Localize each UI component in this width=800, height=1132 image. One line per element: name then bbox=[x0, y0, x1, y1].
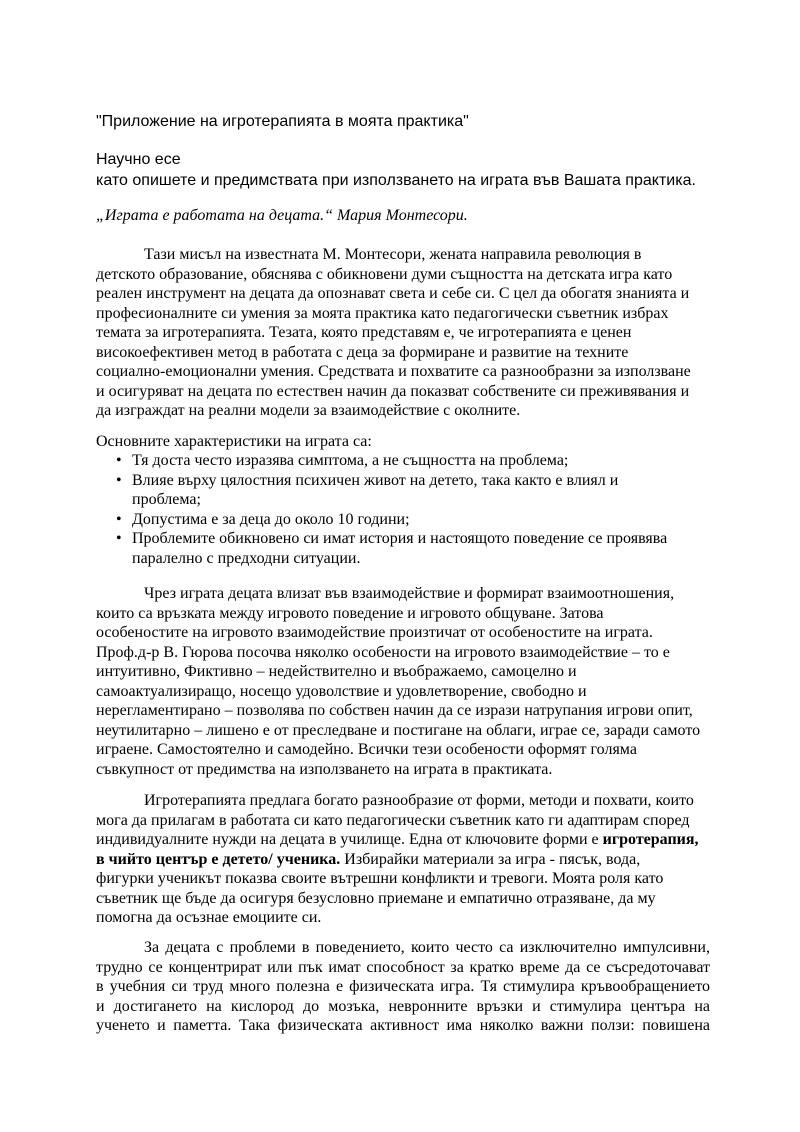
paragraph-line: трудно се концентрират или пък имат способност за кратко време да се съсредоточават bbox=[96, 958, 710, 976]
paragraph-text: индивидуалните нужди на децата в училище. Една от ключовите форми е bbox=[96, 831, 603, 848]
paragraph-line: самоактуализиращо, носещо удоволствие и удовлетворение, свободно и bbox=[96, 682, 587, 700]
list-item bbox=[96, 451, 710, 471]
paragraph-2 bbox=[96, 584, 710, 779]
paragraph-line: социално-емоционални умения. Средствата и похватите са разнообразни за използване bbox=[96, 363, 691, 380]
paragraph-line: неутилитарно – лишено е от преследване и постигане на облаги, играе се, заради самото bbox=[96, 721, 701, 739]
bullet-icon: • bbox=[116, 471, 122, 489]
paragraph-line: и осигуряват на децата по естествен начин да показват собствените си преживявания и bbox=[96, 382, 690, 400]
characteristics-list bbox=[96, 451, 710, 568]
document-title: "Приложение на игротерапията в моята практика" bbox=[96, 113, 469, 130]
list-item-text: проблема; bbox=[132, 491, 201, 508]
list-item-text: Проблемите обикновено си имат история и настоящото поведение се проявява bbox=[132, 530, 668, 547]
document-genre: Научно есе bbox=[96, 151, 181, 168]
paragraph-line: фигурки ученикът показва своите вътрешни конфликти и тревоги. Моята роля като bbox=[96, 870, 664, 887]
paragraph-line: съвкупност от предимства на използването на играта в практиката. bbox=[96, 760, 553, 778]
paragraph-line: интуитивно, Фиктивно – недействително и въображаемо, самоцелно и bbox=[96, 663, 577, 680]
paragraph-line: особеностите на игровото взаимодействие произтичат от особеностите на играта. bbox=[96, 624, 653, 641]
list-item bbox=[96, 510, 710, 530]
list-item-text: Допустима е за деца до около 10 години; bbox=[132, 510, 410, 528]
list-item bbox=[96, 529, 710, 568]
paragraph-line bbox=[96, 850, 710, 870]
paragraph-line: ученето и паметта. Така физическата активност има няколко важни ползи: повишена bbox=[96, 1017, 710, 1034]
paragraph-line: Чрез играта децата влизат във взаимодействие и формират взаимоотношения, bbox=[144, 585, 675, 602]
paragraph-line: реален инструмент на децата да опознават света и себе си. С цел да обогатя знанията и bbox=[96, 285, 690, 302]
paragraph-line: Тази мисъл на известната М. Монтесори, жената направила революция в bbox=[144, 246, 642, 263]
document-task: като опишете и предимствата при използването на играта във Вашата практика. bbox=[96, 172, 696, 189]
paragraph-line: помогна да осъзнае емоциите си. bbox=[96, 909, 322, 926]
paragraph-line: да изграждат на реални модели за взаимодействие с околните. bbox=[96, 402, 521, 419]
paragraph-line: професионалните си умения за моята практика като педагогически съветник избрах bbox=[96, 304, 669, 322]
paragraph-line: Игротерапията предлага богато разнообразие от форми, методи и похвати, които bbox=[144, 792, 694, 809]
paragraph-line: съветник ще бъде да осигуря безусловно приемане и емпатично отразяване, да му bbox=[96, 889, 656, 907]
bullet-icon: • bbox=[116, 530, 122, 547]
paragraph-line: нерегламентирано – позволява по собствен начин да се изрази натрупания игрови опит, bbox=[96, 702, 693, 719]
paragraph-line: темата за игротерапията. Тезата, която представям е, че игротерапията е ценен bbox=[96, 324, 632, 341]
paragraph-text: Избирайки материали за игра - пясък, вода, bbox=[340, 850, 641, 868]
list-item bbox=[96, 471, 710, 510]
list-item-text: Влияе върху цялостния психичен живот на детето, така както е влиял и bbox=[132, 471, 619, 489]
paragraph-3 bbox=[96, 791, 710, 928]
paragraph-line: детското образование, обяснява с обикновени думи същността на детската игра като bbox=[96, 265, 673, 283]
paragraph-line: мога да прилагам в работата си като педагогически съветник като ги адаптирам според bbox=[96, 811, 690, 829]
bold-emphasis: в чийто център е детето/ ученика. bbox=[96, 850, 341, 868]
paragraph-4 bbox=[96, 938, 710, 1036]
bullet-icon: • bbox=[116, 452, 122, 469]
paragraph-line: Проф.д-р В. Гюрова посочва няколко особености на игровото взаимодействие – то е bbox=[96, 643, 670, 661]
paragraph-line: които са връзката между игровото поведение и игровото общуване. Затова bbox=[96, 604, 604, 622]
bold-emphasis: игротерапия, bbox=[602, 831, 699, 848]
list-heading: Основните характеристики на играта са: bbox=[96, 433, 372, 450]
bullet-icon: • bbox=[116, 510, 122, 528]
paragraph-line: За децата с проблеми в поведението, които често са изключително импулсивни, bbox=[144, 939, 710, 956]
paragraph-line: в учебния си труд много полезна е физическата игра. Тя стимулира кръвообращението bbox=[96, 978, 710, 995]
paragraph-line: и достигането на кислород до мозъка, невронните връзки и стимулира центъра на bbox=[96, 997, 710, 1015]
paragraph-line: играене. Самостоятелно и самодейно. Всички тези особености оформят голяма bbox=[96, 741, 637, 758]
paragraph-line: високоефективен метод в работата с деца за формиране и развитие на техните bbox=[96, 343, 629, 361]
paragraph-line bbox=[96, 830, 710, 850]
list-item-text: паралелно с предходни ситуации. bbox=[132, 549, 361, 567]
paragraph-1 bbox=[96, 245, 710, 421]
list-item-text: Тя доста често изразява симптома, а не същността на проблема; bbox=[132, 452, 569, 469]
epigraph-quote: „Играта е работата на децата.“ Мария Монтесори. bbox=[96, 207, 468, 224]
